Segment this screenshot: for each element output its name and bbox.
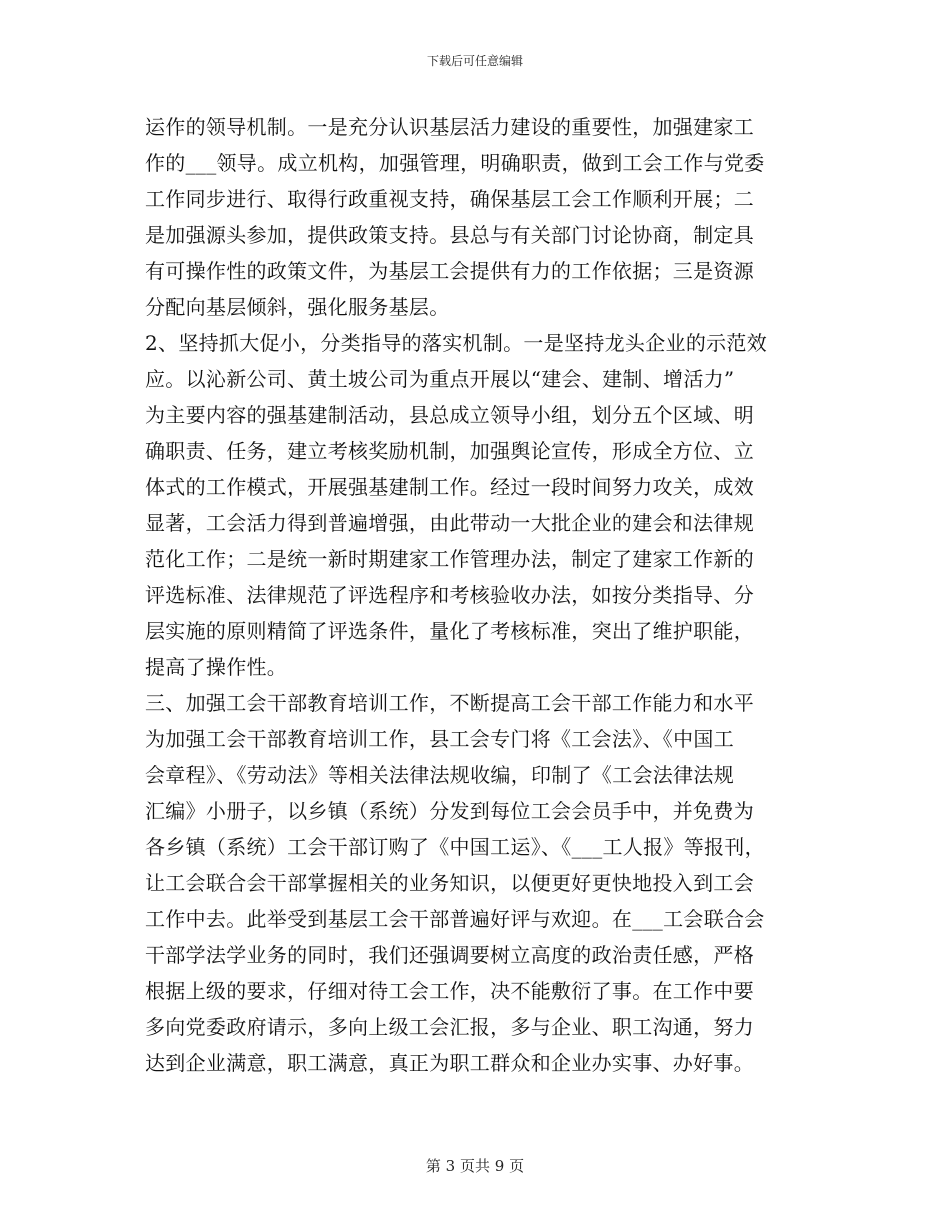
body-line: 为主要内容的强基建制活动，县总成立领导小组，划分五个区域、明	[145, 403, 754, 427]
body-line: 汇编》小册子，以乡镇（系统）分发到每位工会会员手中，并免费为	[145, 799, 754, 823]
body-line: 达到企业满意，职工满意，真正为职工群众和企业办实事、办好事。	[145, 1051, 754, 1075]
body-line: 层实施的原则精简了评选条件，量化了考核标准，突出了维护职能，	[145, 619, 754, 643]
body-line: 工作中去。此举受到基层工会干部普遍好评与欢迎。在___工会联合会	[145, 907, 765, 931]
page-number-footer: 第 3 页共 9 页	[425, 1157, 525, 1175]
body-line: 2、坚持抓大促小，分类指导的落实机制。一是坚持龙头企业的示范效	[145, 331, 768, 355]
body-line: 是加强源头参加，提供政策支持。县总与有关部门讨论协商，制定具	[145, 223, 754, 247]
body-line: 提高了操作性。	[145, 655, 288, 679]
body-line: 让工会联合会干部掌握相关的业务知识，以便更好更快地投入到工会	[145, 871, 754, 895]
body-line: 体式的工作模式，开展强基建制工作。经过一段时间努力攻关，成效	[145, 475, 754, 499]
body-line: 评选标准、法律规范了评选程序和考核验收办法，如按分类指导、分	[145, 583, 754, 607]
body-line: 根据上级的要求，仔细对待工会工作，决不能敷衍了事。在工作中要	[145, 979, 754, 1003]
document-body	[145, 109, 825, 1081]
body-line: 有可操作性的政策文件，为基层工会提供有力的工作依据；三是资源	[145, 259, 754, 283]
body-line: 应。以沁新公司、黄土坡公司为重点开展以“建会、建制、增活力”	[145, 367, 735, 391]
body-line: 分配向基层倾斜，强化服务基层。	[145, 295, 450, 319]
body-line: 作的___领导。成立机构，加强管理，明确职责，做到工会工作与党委	[145, 151, 765, 175]
body-line: 工作同步进行、取得行政重视支持，确保基层工会工作顺利开展；二	[145, 187, 754, 211]
body-line: 运作的领导机制。一是充分认识基层活力建设的重要性，加强建家工	[145, 115, 754, 139]
body-line: 范化工作；二是统一新时期建家工作管理办法，制定了建家工作新的	[145, 547, 754, 571]
body-line: 各乡镇（系统）工会干部订购了《中国工运》、《___工人报》等报刊，	[145, 835, 765, 859]
body-line: 干部学法学业务的同时，我们还强调要树立高度的政治责任感，严格	[145, 943, 754, 967]
body-line: 为加强工会干部教育培训工作，县工会专门将《工会法》、《中国工	[145, 727, 734, 751]
body-line: 会章程》、《劳动法》等相关法律法规收编，印制了《工会法律法规	[145, 763, 734, 787]
body-line: 三、加强工会干部教育培训工作，不断提高工会干部工作能力和水平	[145, 691, 754, 715]
body-line: 多向党委政府请示，多向上级工会汇报，多与企业、职工沟通，努力	[145, 1015, 754, 1039]
body-line: 确职责、任务，建立考核奖励机制，加强舆论宣传，形成全方位、立	[145, 439, 754, 463]
page-header: 下载后可任意编辑	[426, 54, 523, 68]
body-line: 显著，工会活力得到普遍增强，由此带动一大批企业的建会和法律规	[145, 511, 754, 535]
